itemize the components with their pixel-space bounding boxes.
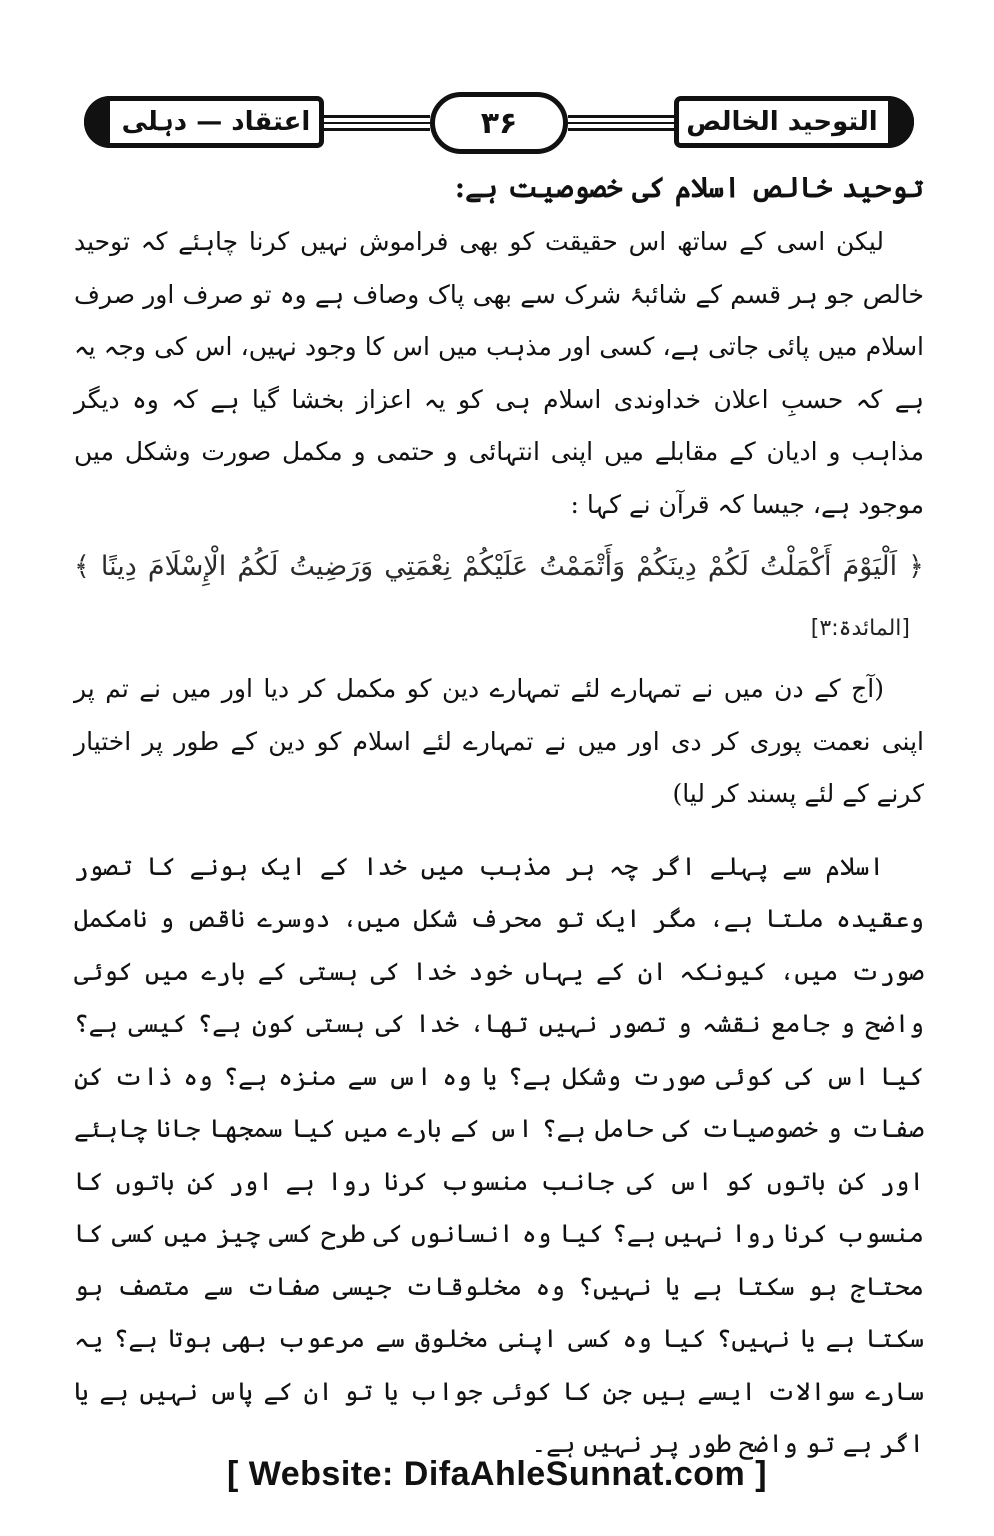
website-footer: [ Website: DifaAhleSunnat.com ] [226, 1455, 768, 1493]
page-number: ۳۶ [430, 92, 568, 154]
chapter-title: اعتقاد — دہلی [121, 107, 311, 137]
page-header [84, 92, 914, 154]
book-title-plate [674, 96, 914, 148]
section-heading: توحید خالص اسلام کی خصوصیت ہے: [454, 171, 924, 204]
plate-cap-right [888, 96, 914, 148]
book-title: التوحید الخالص [686, 107, 878, 137]
paragraph-1: لیکن اسی کے ساتھ اس حقیقت کو بھی فراموش نہیں کرنا چاہئے کہ توحید خالص جو ہر قسم کے شائبۂ شرک سے بھی پاک وصاف ہے وہ تو صرف اور صرف اسلام میں پائی جاتی ہے، کسی اور مذہب میں اس کا وجود نہیں، اس کی وجہ یہ ہے کہ حسبِ اعلان خداوندی اسلام ہی کو یہ اعزاز بخشا گیا ہے کہ وہ دیگر مذاہب و ادیان کے مقابلے میں اپنی انتہائی و حتمی و مکمل صورت وشکل میں موجود ہے، جیسا کہ قرآن نے کہا : [74, 227, 924, 519]
paragraph-2: اسلام سے پہلے اگر چہ ہر مذہب میں خدا کے ایک ہونے کا تصور وعقیدہ ملتا ہے، مگر ایک تو محرف شکل میں، دوسرے ناقص و نامکمل صورت میں، کیونکہ ان کے یہاں خود خدا کی ہستی کے بارے میں کوئی واضح و جامع نقشہ و تصور نہیں تھا، خدا کی ہستی کون ہے؟ کیسی ہے؟ کیا اس کی کوئی صورت وشکل ہے؟ یا وہ اس سے منزہ ہے؟ وہ ذات کن صفات و خصوصیات کی حامل ہے؟ اس کے بارے میں کیا سمجھا جانا چاہئے اور کن باتوں کو اس کی جانب منسوب کرنا روا ہے اور کن باتوں کا منسوب کرنا روا نہیں ہے؟ کیا وہ انسانوں کی طرح کسی چیز میں کسی کا محتاج ہو سکتا ہے یا نہیں؟ وہ مخلوقات جیسی صفات سے متصف ہو سکتا ہے یا نہیں؟ کیا وہ کسی اپنی مخلوق سے مرعوب بھی ہوتا ہے؟ یہ سارے سوالات ایسے ہیں جن کا کوئی جواب یا تو ان کے پاس نہیں ہے یا اگر ہے تو واضح طور پر نہیں ہے۔ [74, 851, 924, 1458]
quran-verse-block [74, 537, 924, 659]
verse-translation: (آج کے دن میں نے تمہارے لئے تمہارے دین کو مکمل کر دیا اور میں نے تم پر اپنی نعمت پوری کر دی اور میں نے تمہارے لئے اسلام کو دین کے طور پر اختیار کرنے کے لئے پسند کر لیا) [74, 674, 924, 808]
quran-verse: ﴿ اَلْيَوْمَ أَكْمَلْتُ لَكُمْ دِينَكُمْ وَأَتْمَمْتُ عَلَيْكُمْ نِعْمَتِي وَرَضِيتُ لَكُمُ الْإِسْلَامَ دِينًا ﴾ [74, 551, 924, 582]
spacer [74, 821, 924, 841]
chapter-plate [84, 96, 324, 148]
plate-cap-left [84, 96, 110, 148]
verse-reference: [المائدۃ:۳] [810, 616, 910, 641]
header-rule-right [568, 115, 674, 131]
header-rule-left [324, 115, 430, 131]
page-body [74, 160, 924, 1471]
